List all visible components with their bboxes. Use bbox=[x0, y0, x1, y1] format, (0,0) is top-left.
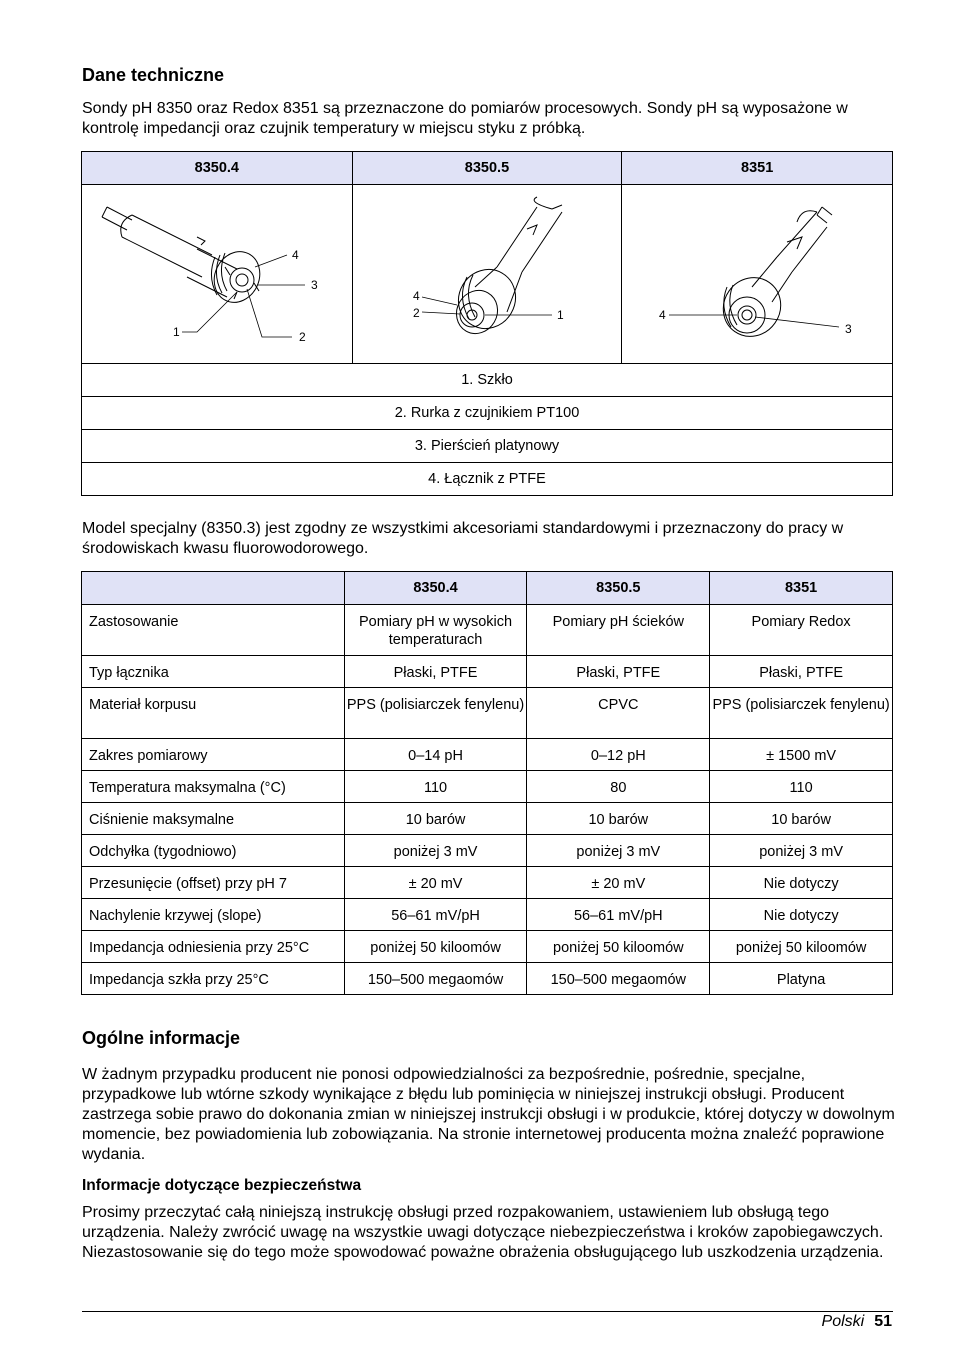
spec-label: Zakres pomiarowy bbox=[82, 739, 345, 771]
special-model-paragraph: Model specjalny (8350.3) jest zgodny ze wszystkimi akcesoriami standardowymi i przeznaczony do pracy w środowiskach kwasu fluorowodorowego. bbox=[82, 520, 844, 557]
spec-value: poniżej 3 mV bbox=[344, 835, 527, 867]
probe-8350-4-drawing bbox=[87, 187, 347, 357]
probe-drawing-8350-5-cell bbox=[352, 185, 622, 364]
spec-value: 80 bbox=[527, 771, 710, 803]
page-footer bbox=[822, 1313, 892, 1331]
table-row bbox=[82, 771, 893, 803]
spec-header-8350-5: 8350.5 bbox=[527, 572, 710, 605]
callout-1: 1 bbox=[172, 325, 180, 339]
legend-item: 2. Rurka z czujnikiem PT100 bbox=[82, 397, 893, 430]
table-row bbox=[82, 605, 893, 656]
spec-header-empty bbox=[82, 572, 345, 605]
footer-language: Polski bbox=[821, 1313, 865, 1330]
table-row bbox=[82, 835, 893, 867]
table-row bbox=[82, 931, 893, 963]
spec-value: poniżej 50 kiloomów bbox=[527, 931, 710, 963]
probe-8350-5-drawing bbox=[357, 187, 617, 357]
probe-drawing-8351-cell bbox=[622, 185, 893, 364]
spec-label: Typ łącznika bbox=[82, 656, 345, 688]
spec-value: Płaski, PTFE bbox=[344, 656, 527, 688]
spec-value: poniżej 50 kiloomów bbox=[710, 931, 893, 963]
legend-item: 3. Pierścień platynowy bbox=[82, 430, 893, 463]
spec-value: Płaski, PTFE bbox=[710, 656, 893, 688]
spec-value: 0–12 pH bbox=[527, 739, 710, 771]
probe-header-8350-4: 8350.4 bbox=[82, 152, 353, 185]
callout-4: 4 bbox=[291, 248, 299, 262]
spec-value: ± 20 mV bbox=[344, 867, 527, 899]
spec-value: 110 bbox=[710, 771, 893, 803]
legend-item: 1. Szkło bbox=[82, 364, 893, 397]
spec-value: Pomiary Redox bbox=[710, 605, 893, 656]
spec-label: Nachylenie krzywej (slope) bbox=[82, 899, 345, 931]
spec-value: 10 barów bbox=[710, 803, 893, 835]
spec-value: poniżej 3 mV bbox=[527, 835, 710, 867]
probe-table bbox=[81, 151, 893, 496]
table-row bbox=[82, 739, 893, 771]
callout-3: 3 bbox=[845, 322, 852, 336]
table-row bbox=[82, 963, 893, 995]
spec-value: PPS (polisiarczek fenylenu) bbox=[710, 688, 893, 739]
intro-paragraph: Sondy pH 8350 oraz Redox 8351 są przeznaczone do pomiarów procesowych. Sondy pH są wyposażone w kontrolę impedancji oraz czujnik temperatury w miejscu styku z próbką. bbox=[82, 100, 848, 137]
spec-value: 150–500 megaomów bbox=[527, 963, 710, 995]
table-row bbox=[82, 867, 893, 899]
spec-value: 0–14 pH bbox=[344, 739, 527, 771]
spec-label: Impedancja szkła przy 25°C bbox=[82, 963, 345, 995]
callout-4: 4 bbox=[659, 308, 666, 322]
spec-value: 150–500 megaomów bbox=[344, 963, 527, 995]
spec-label: Temperatura maksymalna (°C) bbox=[82, 771, 345, 803]
specifications-table bbox=[81, 571, 893, 995]
spec-value: Nie dotyczy bbox=[710, 867, 893, 899]
spec-value: CPVC bbox=[527, 688, 710, 739]
probe-8351-drawing bbox=[627, 187, 887, 357]
spec-value: 110 bbox=[344, 771, 527, 803]
probe-drawing-8350-4-cell bbox=[82, 185, 353, 364]
page-number: 51 bbox=[874, 1313, 892, 1330]
callout-2: 2 bbox=[298, 330, 306, 344]
spec-value: poniżej 3 mV bbox=[710, 835, 893, 867]
spec-value: Pomiary pH w wysokich temperaturach bbox=[344, 605, 527, 656]
spec-label: Materiał korpusu bbox=[82, 688, 345, 739]
spec-label: Odchyłka (tygodniowo) bbox=[82, 835, 345, 867]
callout-4: 4 bbox=[412, 289, 420, 303]
spec-value: poniżej 50 kiloomów bbox=[344, 931, 527, 963]
probe-header-8351: 8351 bbox=[622, 152, 893, 185]
section-heading-technical-data: Dane techniczne bbox=[82, 65, 225, 85]
spec-value: Nie dotyczy bbox=[710, 899, 893, 931]
safety-paragraph: Prosimy przeczytać całą niniejszą instrukcję obsługi przed rozpakowaniem, ustawieniem lub obsługą tego urządzenia. Należy zwrócić uwagę na wszystkie uwagi dotyczące niebezpieczeństwa i kroków zapobiegawczych. Niezastosowanie się do tego może spowodować poważne obrażenia obsługującego lub uszkodzenia urządzenia. bbox=[82, 1204, 884, 1261]
footer-divider bbox=[82, 1311, 893, 1312]
spec-value: Pomiary pH ścieków bbox=[527, 605, 710, 656]
spec-value: 10 barów bbox=[527, 803, 710, 835]
spec-value: 56–61 mV/pH bbox=[527, 899, 710, 931]
spec-label: Zastosowanie bbox=[82, 605, 345, 656]
callout-2: 2 bbox=[412, 306, 420, 320]
spec-value: PPS (polisiarczek fenylenu) bbox=[344, 688, 527, 739]
spec-value: 10 barów bbox=[344, 803, 527, 835]
spec-value: 56–61 mV/pH bbox=[344, 899, 527, 931]
spec-label: Przesunięcie (offset) przy pH 7 bbox=[82, 867, 345, 899]
spec-header-8351: 8351 bbox=[710, 572, 893, 605]
general-info-paragraph: W żadnym przypadku producent nie ponosi odpowiedzialności za bezpośrednie, pośrednie, specjalne, przypadkowe lub wtórne szkody wynikające z błędu lub pominięcia w niniejszej instrukcji obsługi. Producent zastrzega sobie prawo do dokonania zmian w niniejszej instrukcji obsługi i w produkcie, której dotyczy w dowolnym momencie, bez powiadomienia lub zobowiązania. Na stronie internetowej producenta można znaleźć poprawione wydania. bbox=[82, 1066, 895, 1163]
table-row bbox=[82, 656, 893, 688]
spec-header-8350-4: 8350.4 bbox=[344, 572, 527, 605]
table-row bbox=[82, 803, 893, 835]
spec-label: Ciśnienie maksymalne bbox=[82, 803, 345, 835]
table-row bbox=[82, 688, 893, 739]
spec-value: Platyna bbox=[710, 963, 893, 995]
callout-1: 1 bbox=[556, 308, 564, 322]
probe-header-8350-5: 8350.5 bbox=[352, 152, 622, 185]
callout-3: 3 bbox=[310, 278, 318, 292]
section-heading-general-info: Ogólne informacje bbox=[82, 1028, 241, 1048]
spec-label: Impedancja odniesienia przy 25°C bbox=[82, 931, 345, 963]
spec-value: ± 20 mV bbox=[527, 867, 710, 899]
legend-item: 4. Łącznik z PTFE bbox=[82, 463, 893, 496]
table-row bbox=[82, 899, 893, 931]
spec-value: ± 1500 mV bbox=[710, 739, 893, 771]
section-heading-safety: Informacje dotyczące bezpieczeństwa bbox=[82, 1177, 362, 1194]
spec-value: Płaski, PTFE bbox=[527, 656, 710, 688]
